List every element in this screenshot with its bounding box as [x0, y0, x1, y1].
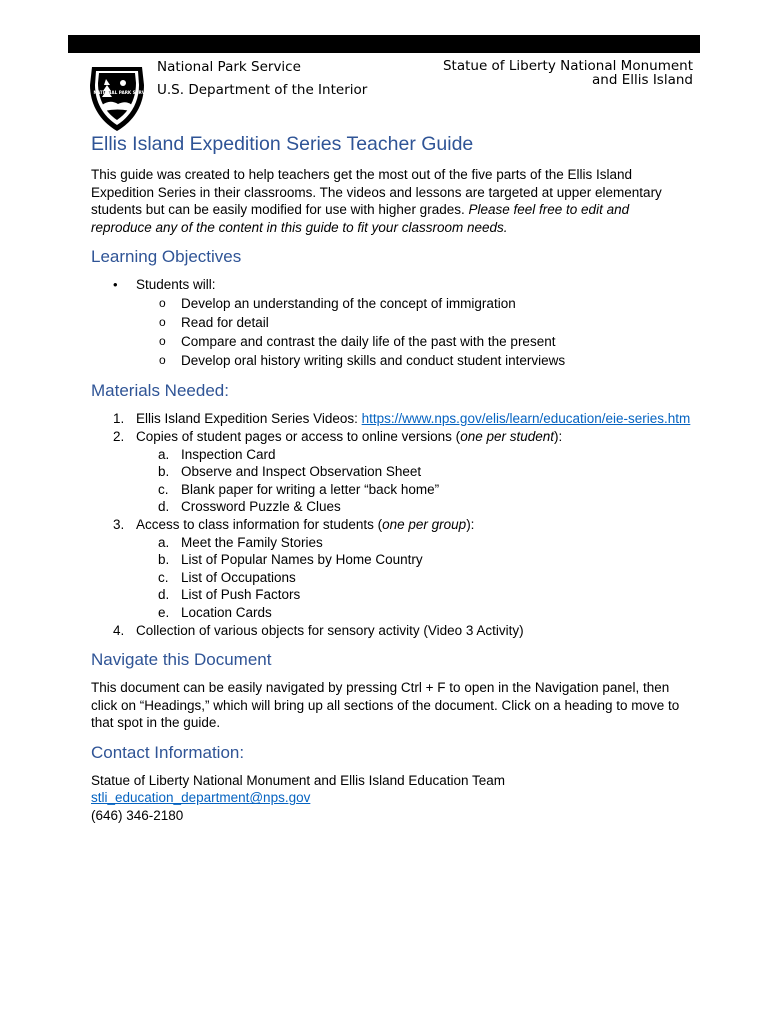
- contact-email-link[interactable]: stli_education_department@nps.gov: [91, 790, 311, 806]
- list-letter: c.: [158, 569, 169, 585]
- objectives-lead: Students will:: [136, 277, 216, 293]
- list-letter: c.: [158, 481, 169, 497]
- list-item: [91, 410, 691, 428]
- park-name: [443, 59, 693, 87]
- intro-paragraph: [91, 166, 691, 236]
- contact-heading: Contact Information:: [91, 742, 245, 762]
- list-item: [91, 516, 691, 622]
- list-number: 4.: [113, 622, 125, 638]
- list-item: [136, 604, 691, 622]
- intro-text: This guide was created to help teachers get the most out of the five parts of the Ellis Island Expedition Series in their classrooms. The videos and lessons are targeted at upper elementary students but can be easily modified for use with higher grades.: [91, 167, 662, 218]
- list-item: [136, 551, 691, 569]
- student-pages-list: [136, 446, 691, 516]
- agency-name: National Park Service: [157, 59, 301, 75]
- materials-item2-close: ):: [554, 428, 563, 444]
- materials-item3-italic: one per group: [382, 516, 467, 532]
- page-title: Ellis Island Expedition Series Teacher Guide: [91, 133, 474, 155]
- list-item: [136, 586, 691, 604]
- list-item: [91, 276, 691, 370]
- sub-item-text: List of Push Factors: [181, 587, 301, 603]
- logo-text: NATIONAL PARK SERVICE: [93, 90, 153, 95]
- list-item: [91, 332, 691, 351]
- materials-item3-close: ):: [466, 516, 475, 532]
- document-body: [91, 132, 691, 825]
- objective-text: Compare and contrast the daily life of the past with the present: [181, 334, 556, 350]
- materials-item3-text: Access to class information for students (: [136, 516, 383, 532]
- park-name-line2: and Ellis Island: [592, 72, 693, 88]
- department-name: U.S. Department of the Interior: [157, 82, 368, 98]
- sub-item-text: List of Occupations: [181, 569, 296, 585]
- materials-list: [91, 410, 691, 639]
- list-number: 3.: [113, 516, 125, 532]
- objectives-sublist: [136, 294, 691, 370]
- circle-bullet-icon: o: [159, 353, 166, 368]
- list-letter: b.: [158, 464, 170, 480]
- list-item: [136, 446, 691, 464]
- list-letter: b.: [158, 552, 170, 568]
- circle-bullet-icon: o: [159, 315, 166, 330]
- list-letter: a.: [158, 446, 170, 462]
- bullet-icon: •: [113, 277, 118, 293]
- sub-item-text: Crossword Puzzle & Clues: [181, 499, 341, 515]
- objectives-list: [91, 276, 691, 370]
- materials-item2-italic: one per student: [460, 428, 555, 444]
- park-name-line1: Statue of Liberty National Monument: [442, 58, 693, 74]
- class-info-list: [136, 534, 691, 622]
- list-letter: d.: [158, 499, 170, 515]
- list-item: [136, 534, 691, 552]
- navigate-heading: Navigate this Document: [91, 650, 272, 670]
- sub-item-text: Meet the Family Stories: [181, 534, 323, 550]
- list-item: [136, 498, 691, 516]
- objective-text: Develop oral history writing skills and conduct student interviews: [181, 353, 566, 369]
- circle-bullet-icon: o: [159, 334, 166, 349]
- list-letter: e.: [158, 604, 170, 620]
- materials-item2-text: Copies of student pages or access to online versions (: [136, 428, 461, 444]
- objective-text: Read for detail: [181, 315, 269, 331]
- list-item: [136, 569, 691, 587]
- sub-item-text: List of Popular Names by Home Country: [181, 552, 423, 568]
- list-number: 2.: [113, 428, 125, 444]
- sub-item-text: Blank paper for writing a letter “back home”: [181, 481, 440, 497]
- objective-text: Develop an understanding of the concept of immigration: [181, 296, 516, 312]
- contact-phone: (646) 346-2180: [91, 808, 184, 824]
- list-item: [91, 313, 691, 332]
- nps-arrowhead-logo: [88, 61, 153, 133]
- list-item: [136, 463, 691, 481]
- sub-item-text: Observe and Inspect Observation Sheet: [181, 464, 422, 480]
- materials-heading: Materials Needed:: [91, 381, 229, 401]
- list-letter: d.: [158, 587, 170, 603]
- list-item: [91, 428, 691, 516]
- sub-item-text: Inspection Card: [181, 446, 276, 462]
- videos-link[interactable]: https://www.nps.gov/elis/learn/education/eie-series.htm: [361, 411, 691, 427]
- list-number: 1.: [113, 411, 125, 427]
- list-item: [136, 481, 691, 499]
- list-item: [91, 351, 691, 370]
- circle-bullet-icon: o: [159, 296, 166, 311]
- navigate-paragraph: This document can be easily navigated by pressing Ctrl + F to open in the Navigation panel, then click on “Headings,” which will bring up all sections of the document. Click on a heading to move to that spot in the guide.: [91, 680, 680, 731]
- materials-item4-text: Collection of various objects for sensory activity (Video 3 Activity): [136, 622, 524, 638]
- list-letter: a.: [158, 534, 170, 550]
- list-item: [91, 294, 691, 313]
- intro-italic: Please feel free to edit and reproduce any of the content in this guide to fit your classroom needs.: [91, 202, 630, 235]
- sub-item-text: Location Cards: [181, 604, 272, 620]
- objectives-heading: Learning Objectives: [91, 247, 242, 267]
- materials-item1-text: Ellis Island Expedition Series Videos:: [136, 411, 358, 427]
- contact-team: Statue of Liberty National Monument and Ellis Island Education Team: [91, 772, 505, 788]
- header-bar: [68, 35, 700, 53]
- list-item: [91, 622, 691, 640]
